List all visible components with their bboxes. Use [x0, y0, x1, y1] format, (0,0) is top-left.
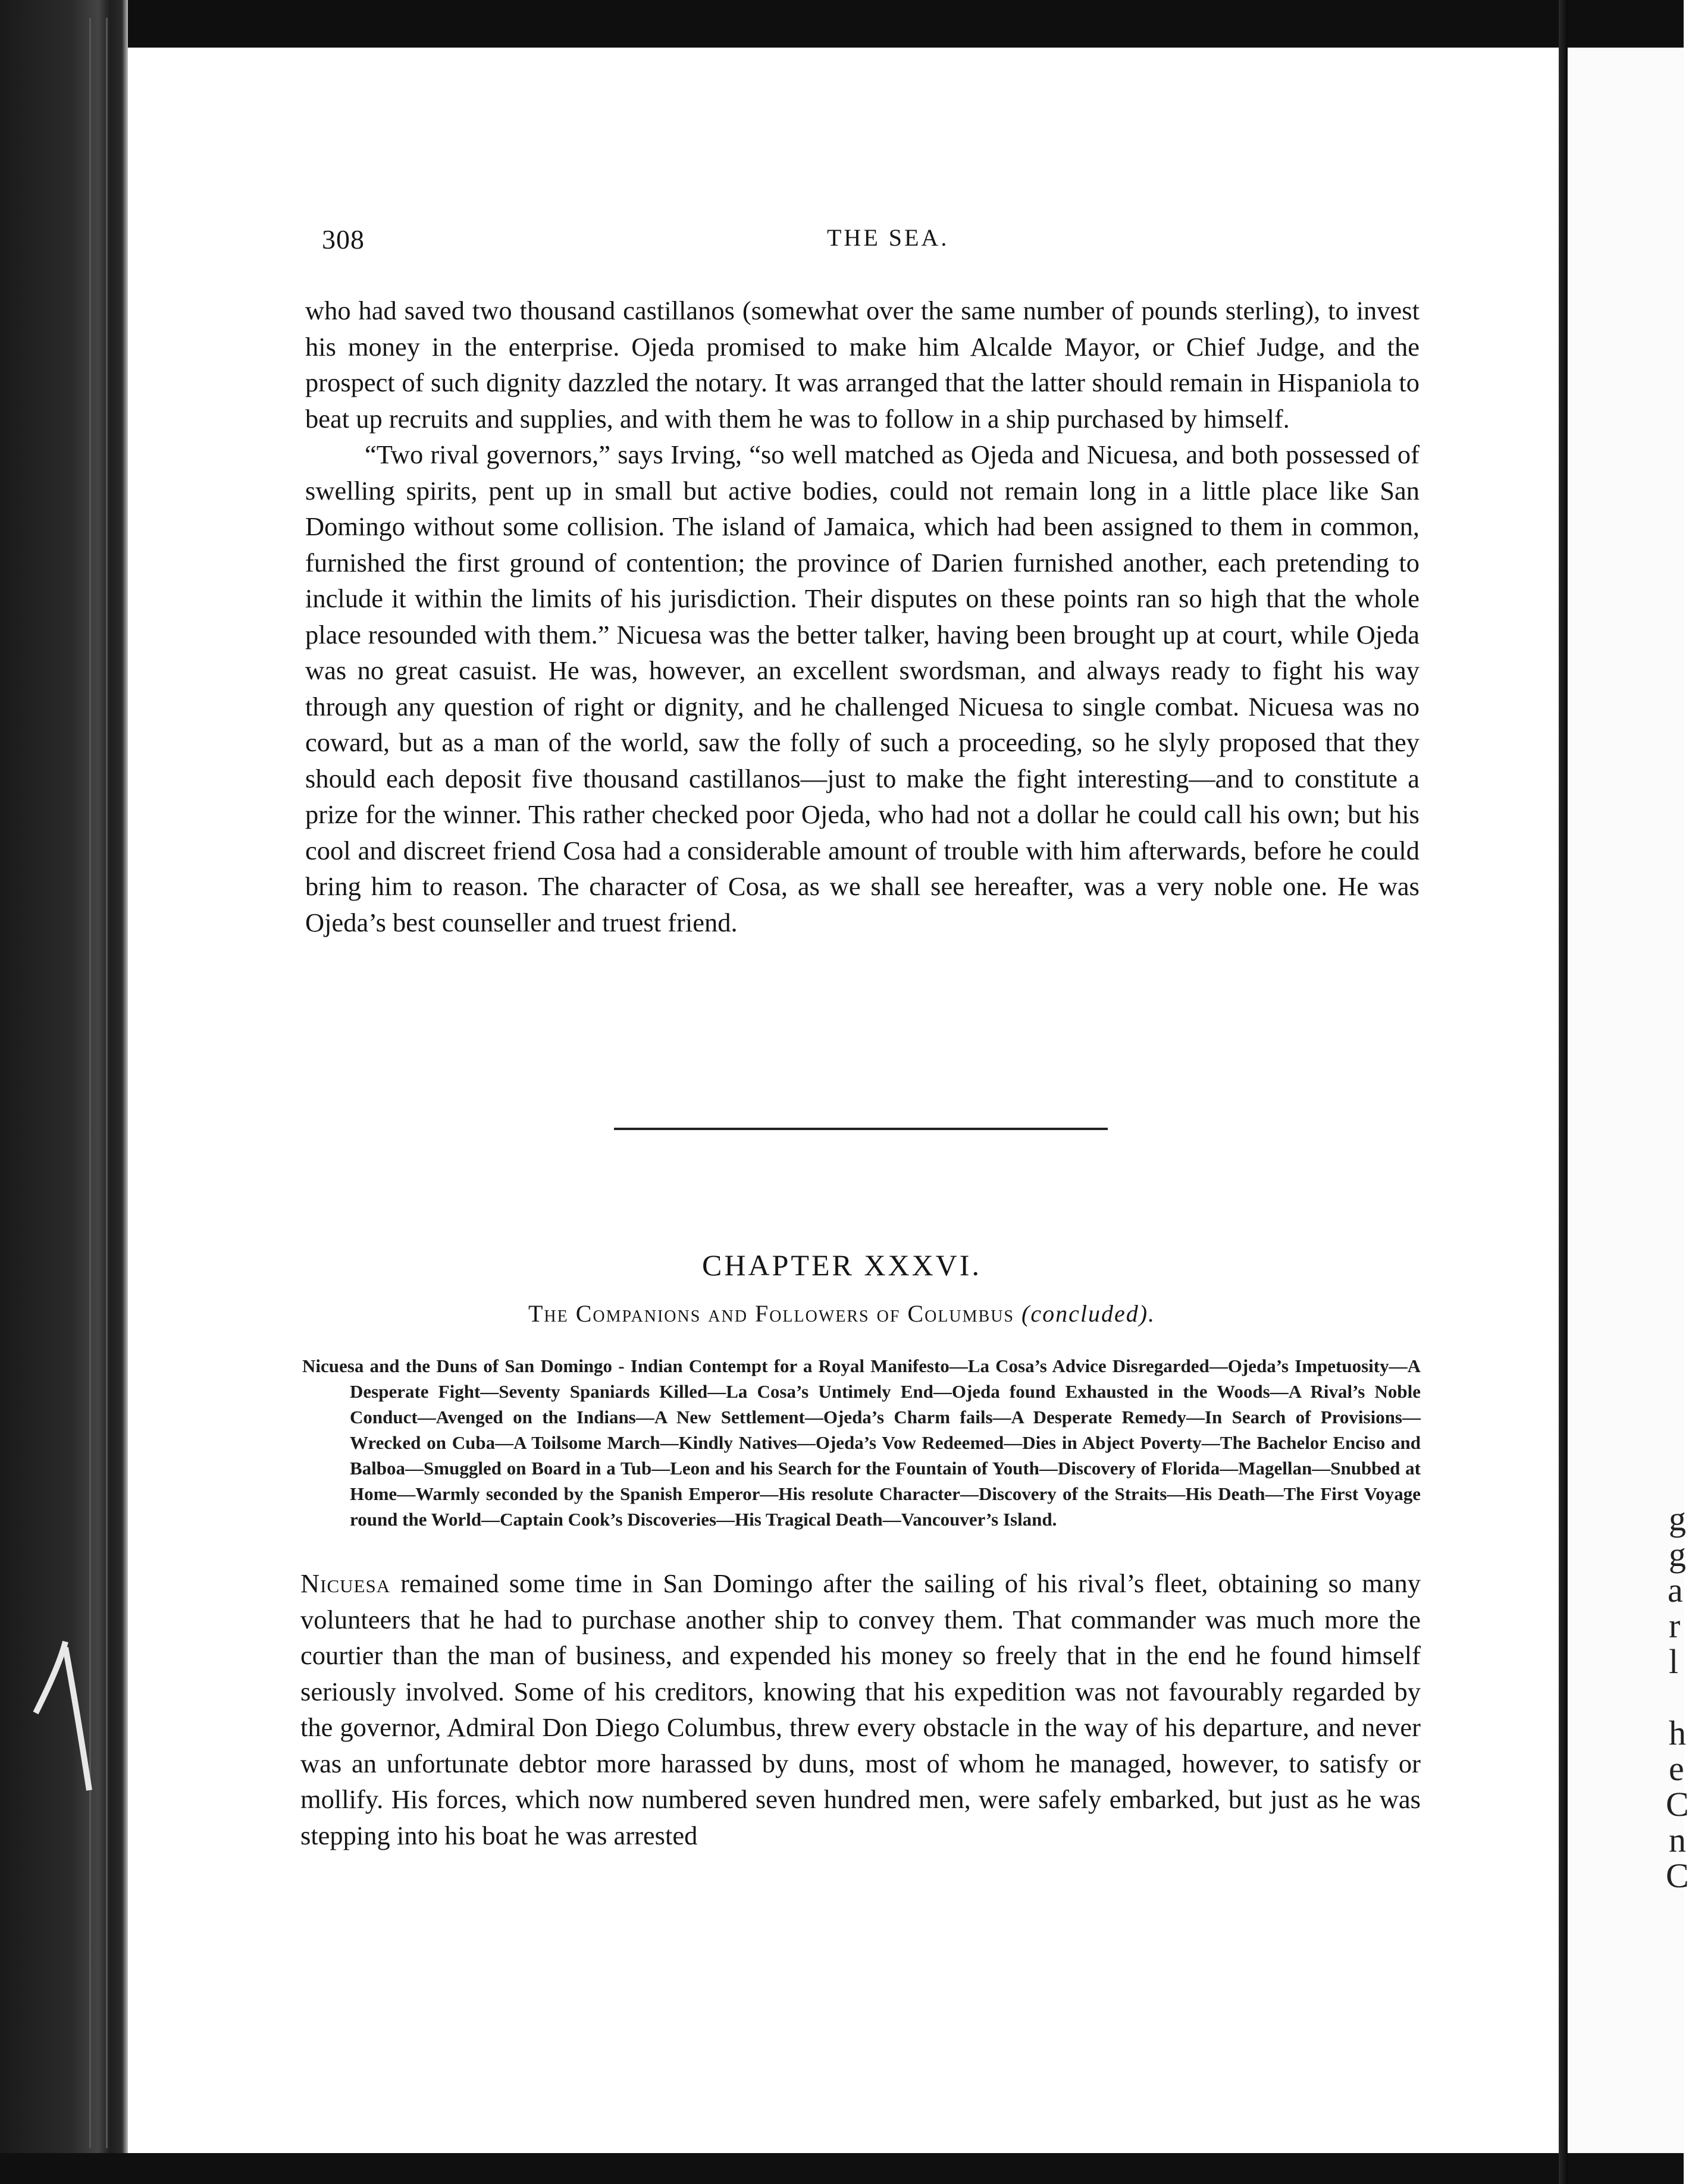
section-divider [614, 1128, 1108, 1130]
facing-page-edge [1568, 48, 1689, 2153]
facing-page-fragment: C [1666, 1785, 1689, 1824]
body-text [305, 293, 1419, 940]
running-head [0, 224, 1684, 259]
facing-page-fragment: n [1669, 1821, 1686, 1859]
page-number: 308 [322, 224, 365, 255]
chapter-subtitle [0, 1300, 1684, 1328]
paragraph [300, 1565, 1421, 1853]
lead-word: Nicuesa [300, 1568, 391, 1598]
facing-page-fragment: C [1666, 1856, 1689, 1895]
chapter-synopsis: Nicuesa and the Duns of San Domingo - Indian Contempt for a Royal Manifesto—La Cosa’s Advice Disregarded—Ojeda’s Impetuosity—A Desperate Fight—Seventy Spaniards Killed—La Cosa’s Untimely End—Ojeda found Exhausted in the Woods—A Rival’s Noble Conduct—Avenged on the Indians—A New Settlement—Ojeda’s Charm fails—A Desperate Remedy—In Search of Provisions—Wrecked on Cuba—A Toilsome March—Kindly Natives—Ojeda’s Vow Redeemed—Dies in Abject Poverty—The Bachelor Enciso and Balboa—Smuggled on Board in a Tub—Leon and his Search for the Fountain of Youth—Discovery of Florida—Magellan—Snubbed at Home—Warmly seconded by the Spanish Emperor—His resolute Character—Discovery of the Straits—His Death—The First Voyage round the World—Captain Cook’s Discoveries—His Tragical Death—Vancouver’s Island. [302, 1355, 1421, 1530]
facing-page-fragment: l [1669, 1642, 1679, 1681]
chapter-subtitle-main: The Companions and Followers of Columbus [528, 1300, 1015, 1327]
facing-page-fragment: r [1669, 1606, 1681, 1645]
facing-page-fragment: g [1669, 1499, 1686, 1538]
spine-edge-line [89, 18, 91, 2148]
facing-page-fragment: a [1668, 1571, 1683, 1609]
chapter-title: CHAPTER XXXVI. [702, 1248, 982, 1282]
scan-top-border [0, 0, 1684, 48]
running-title: THE SEA. [827, 224, 950, 251]
facing-page-fragment: g [1669, 1535, 1686, 1574]
paragraph: “Two rival governors,” says Irving, “so well matched as Ojeda and Nicuesa, and both possessed of swelling spirits, pent up in small but active bodies, could not remain long in a little place like San Domingo without some collision. The island of Jamaica, which had been assigned to them in common, furnished the first ground of contention; the province of Darien furnished another, each pretending to include it within the limits of his jurisdiction. Their disputes on these points ran so high that the whole place resounded with them.” Nicuesa was the better talker, having been brought up at court, while Ojeda was no great casuist. He was, however, an excellent swordsman, and always ready to fight his way through any question of right or dignity, and he challenged Nicuesa to single combat. Nicuesa was no coward, but as a man of the world, saw the folly of such a proceeding, so he slyly proposed that they should each deposit five thousand castillanos—just to make the fight interesting—and to constitute a prize for the winner. This rather checked poor Ojeda, who had not a dollar he could call his own; but his cool and discreet friend Cosa had a considerable amount of trouble with him afterwards, before he could bring him to reason. The character of Cosa, as we shall see hereafter, was a very noble one. He was Ojeda’s best counseller and truest friend. [305, 440, 1419, 937]
lead-text: remained some time in San Domingo after the sailing of his rival’s fleet, obtaining so many volunteers that he had to purchase another ship to convey them. That commander was much more the courtier than the man of business, and expended his money so freely that in the end he found himself seriously involved. Some of his creditors, knowing that his expedition was not favourably regarded by the governor, Admiral Don Diego Columbus, threw every obstacle in the way of his departure, and never was an unfortunate debtor more harassed by duns, most of whom he managed, however, to satisfy or mollify. His forces, which now numbered seven hundred men, were safely embarked, but just as he was stepping into his boat he was arrested [300, 1568, 1421, 1850]
page-gutter [1559, 0, 1568, 2184]
facing-page-fragment: h [1669, 1714, 1686, 1752]
book-spine [0, 0, 128, 2184]
paragraph: who had saved two thousand castillanos (somewhat over the same number of pounds sterling), to invest his money in the enterprise. Ojeda promised to make him Alcalde Mayor, or Chief Judge, and the prospect of such dignity dazzled the notary. It was arranged that the latter should remain in Hispaniola to beat up recruits and supplies, and with them he was to follow in a ship purchased by himself. [305, 296, 1419, 434]
facing-page-fragment: e [1669, 1749, 1684, 1788]
scan-bottom-border [0, 2153, 1684, 2184]
paper-tab-mark [24, 1642, 95, 1796]
chapter-subtitle-italic: (concluded). [1021, 1300, 1156, 1327]
spine-edge-line [106, 18, 108, 2148]
chapter-body [300, 1565, 1421, 1853]
